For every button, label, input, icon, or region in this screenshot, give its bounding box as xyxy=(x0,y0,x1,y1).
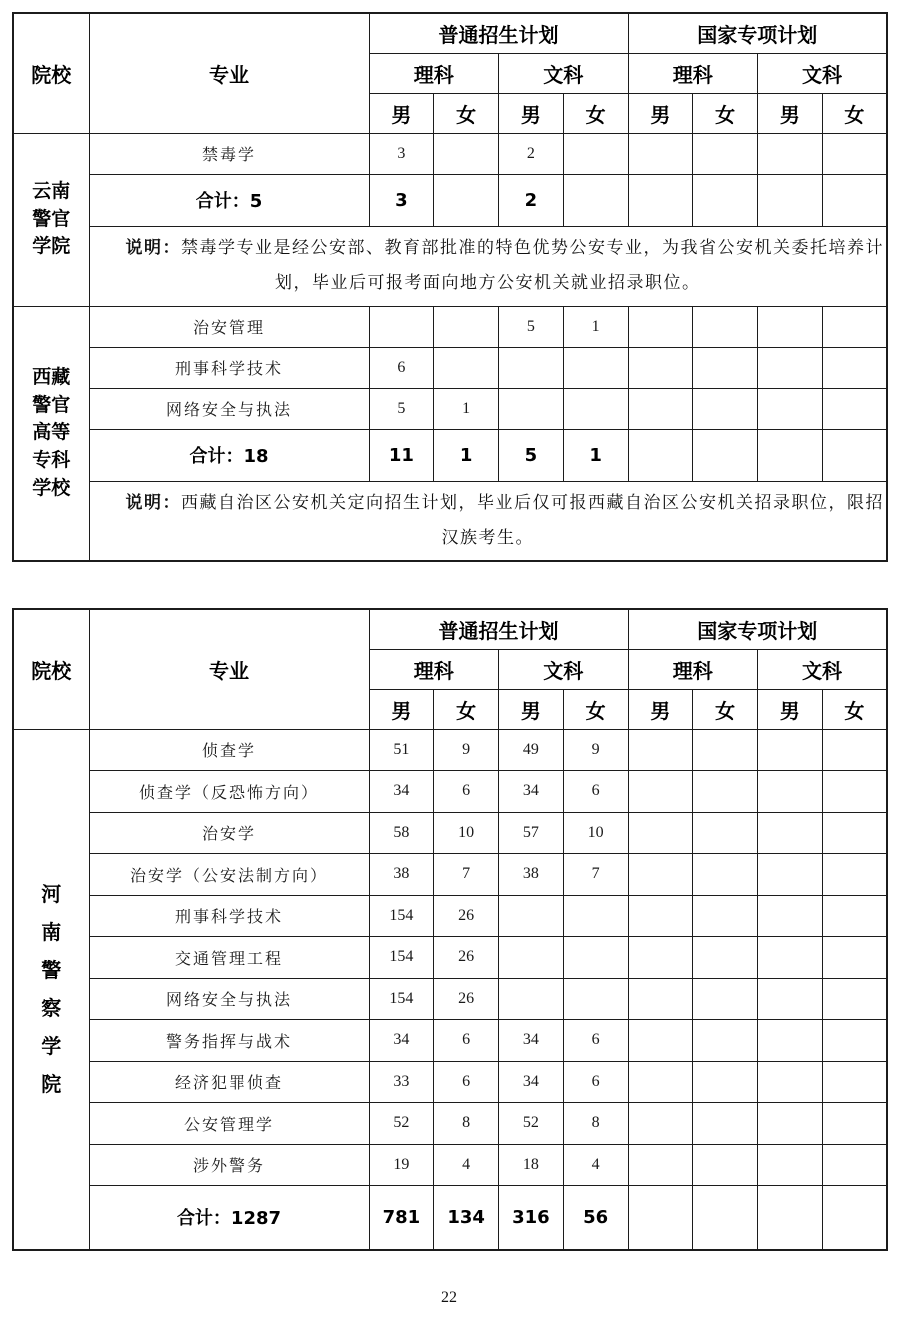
value-cell: 6 xyxy=(434,1061,499,1103)
value-cell xyxy=(628,1061,693,1103)
total-value-cell xyxy=(758,174,823,226)
value-cell xyxy=(822,1020,887,1062)
value-cell: 6 xyxy=(563,1020,628,1062)
value-cell xyxy=(758,388,823,429)
value-cell xyxy=(758,1103,823,1145)
page-number: 22 xyxy=(441,1289,457,1306)
major-cell: 侦查学 xyxy=(89,729,369,771)
value-cell: 26 xyxy=(434,978,499,1020)
college-name-line: 院 xyxy=(41,1072,62,1096)
value-cell: 38 xyxy=(369,854,434,896)
major-cell: 刑事科学技术 xyxy=(89,347,369,388)
value-cell: 8 xyxy=(434,1103,499,1145)
value-cell: 34 xyxy=(499,1020,564,1062)
value-cell xyxy=(628,854,693,896)
value-cell xyxy=(693,937,758,979)
college-name-cell xyxy=(13,306,89,561)
college-column-header: 院校 xyxy=(13,609,89,729)
total-value-cell xyxy=(563,174,628,226)
college-name-line: 学校 xyxy=(32,476,71,499)
science-header: 理科 xyxy=(369,649,499,689)
total-value-cell xyxy=(628,1186,693,1250)
total-value-cell: 2 xyxy=(499,174,564,226)
female-header: 女 xyxy=(434,689,499,729)
science-header: 理科 xyxy=(628,53,758,93)
value-cell xyxy=(628,729,693,771)
total-value-cell xyxy=(693,1186,758,1250)
total-value-cell: 11 xyxy=(369,429,434,481)
value-cell xyxy=(758,306,823,347)
value-cell xyxy=(822,812,887,854)
value-cell: 6 xyxy=(434,771,499,813)
value-cell xyxy=(758,729,823,771)
value-cell xyxy=(822,1061,887,1103)
value-cell: 10 xyxy=(563,812,628,854)
value-cell xyxy=(628,812,693,854)
value-cell: 34 xyxy=(369,1020,434,1062)
total-value-cell: 1 xyxy=(434,429,499,481)
value-cell: 6 xyxy=(434,1020,499,1062)
value-cell xyxy=(693,729,758,771)
value-cell xyxy=(628,978,693,1020)
female-header: 女 xyxy=(822,93,887,133)
value-cell xyxy=(628,1103,693,1145)
male-header: 男 xyxy=(369,689,434,729)
value-cell: 1 xyxy=(434,388,499,429)
value-cell xyxy=(628,133,693,174)
college-name-line: 学 xyxy=(41,1034,62,1058)
value-cell xyxy=(758,854,823,896)
college-name-line: 高等 xyxy=(32,421,71,444)
value-cell: 5 xyxy=(369,388,434,429)
value-cell xyxy=(693,771,758,813)
value-cell xyxy=(758,1144,823,1186)
college-name-line: 察 xyxy=(41,996,62,1020)
female-header: 女 xyxy=(434,93,499,133)
value-cell xyxy=(628,937,693,979)
major-cell: 治安学（公安法制方向） xyxy=(89,854,369,896)
value-cell: 6 xyxy=(369,347,434,388)
major-cell: 经济犯罪侦查 xyxy=(89,1061,369,1103)
note-body-text: 西藏自治区公安机关定向招生计划，毕业后仅可报西藏自治区公安机关招录职位，限招汉族考生。 xyxy=(181,492,884,547)
value-cell: 18 xyxy=(499,1144,564,1186)
major-cell: 涉外警务 xyxy=(89,1144,369,1186)
value-cell xyxy=(693,306,758,347)
male-header: 男 xyxy=(369,93,434,133)
value-cell xyxy=(822,306,887,347)
value-cell xyxy=(822,937,887,979)
admission-table-2-container xyxy=(12,608,888,1251)
major-cell: 网络安全与执法 xyxy=(89,388,369,429)
value-cell xyxy=(628,1144,693,1186)
value-cell: 4 xyxy=(434,1144,499,1186)
value-cell: 154 xyxy=(369,978,434,1020)
value-cell xyxy=(822,895,887,937)
note-cell xyxy=(89,226,887,306)
value-cell xyxy=(499,388,564,429)
total-label-cell: 合计：18 xyxy=(89,429,369,481)
total-value-cell xyxy=(758,1186,823,1250)
total-value-cell: 1 xyxy=(563,429,628,481)
value-cell: 52 xyxy=(499,1103,564,1145)
total-value-cell: 5 xyxy=(499,429,564,481)
value-cell: 2 xyxy=(499,133,564,174)
major-cell: 警务指挥与战术 xyxy=(89,1020,369,1062)
major-column-header: 专业 xyxy=(89,13,369,133)
value-cell xyxy=(563,937,628,979)
value-cell xyxy=(758,895,823,937)
value-cell xyxy=(693,1020,758,1062)
note-cell xyxy=(89,481,887,561)
major-cell: 刑事科学技术 xyxy=(89,895,369,937)
science-header: 理科 xyxy=(369,53,499,93)
value-cell: 34 xyxy=(369,771,434,813)
major-column-header: 专业 xyxy=(89,609,369,729)
plan-general-header: 普通招生计划 xyxy=(369,609,628,649)
male-header: 男 xyxy=(628,93,693,133)
female-header: 女 xyxy=(563,689,628,729)
total-value-cell xyxy=(434,174,499,226)
note-body-text: 禁毒学专业是经公安部、教育部批准的特色优势公安专业，为我省公安机关委托培养计划，毕业后可报考面向地方公安机关就业招录职位。 xyxy=(181,238,884,292)
college-name-cell xyxy=(13,729,89,1250)
value-cell: 10 xyxy=(434,812,499,854)
admission-table-1-container xyxy=(12,12,888,562)
total-value-cell xyxy=(822,1186,887,1250)
total-value-cell xyxy=(758,429,823,481)
college-name-line: 河 xyxy=(41,882,62,906)
total-value-cell: 56 xyxy=(563,1186,628,1250)
male-header: 男 xyxy=(628,689,693,729)
value-cell: 57 xyxy=(499,812,564,854)
value-cell xyxy=(758,937,823,979)
college-name-line: 西藏 xyxy=(32,366,71,389)
value-cell xyxy=(628,306,693,347)
value-cell xyxy=(822,1103,887,1145)
value-cell: 8 xyxy=(563,1103,628,1145)
total-value-cell xyxy=(822,174,887,226)
value-cell: 51 xyxy=(369,729,434,771)
female-header: 女 xyxy=(693,689,758,729)
major-cell: 交通管理工程 xyxy=(89,937,369,979)
value-cell xyxy=(822,771,887,813)
total-value-cell: 781 xyxy=(369,1186,434,1250)
liberal-arts-header: 文科 xyxy=(499,649,629,689)
total-value-cell xyxy=(693,174,758,226)
value-cell xyxy=(822,978,887,1020)
value-cell xyxy=(628,388,693,429)
female-header: 女 xyxy=(693,93,758,133)
value-cell: 34 xyxy=(499,1061,564,1103)
value-cell: 9 xyxy=(434,729,499,771)
value-cell: 154 xyxy=(369,937,434,979)
plan-special-header: 国家专项计划 xyxy=(628,13,887,53)
value-cell: 6 xyxy=(563,771,628,813)
college-name-line: 云南 xyxy=(32,180,71,203)
value-cell: 33 xyxy=(369,1061,434,1103)
value-cell xyxy=(693,1061,758,1103)
college-name-line: 警官 xyxy=(32,393,71,416)
value-cell xyxy=(499,978,564,1020)
liberal-arts-header: 文科 xyxy=(758,53,888,93)
total-value-cell: 3 xyxy=(369,174,434,226)
major-cell: 侦查学（反恐怖方向） xyxy=(89,771,369,813)
value-cell xyxy=(563,895,628,937)
value-cell xyxy=(822,388,887,429)
value-cell: 9 xyxy=(563,729,628,771)
value-cell xyxy=(628,347,693,388)
major-cell: 治安学 xyxy=(89,812,369,854)
major-cell: 禁毒学 xyxy=(89,133,369,174)
value-cell: 19 xyxy=(369,1144,434,1186)
admission-plan-table-1 xyxy=(12,12,888,562)
value-cell xyxy=(693,812,758,854)
total-value-cell xyxy=(693,429,758,481)
college-name-line: 警官 xyxy=(32,207,71,230)
value-cell: 52 xyxy=(369,1103,434,1145)
value-cell xyxy=(563,388,628,429)
note-paragraph xyxy=(90,231,887,301)
college-name-line: 学院 xyxy=(32,235,71,258)
value-cell: 26 xyxy=(434,895,499,937)
major-cell: 网络安全与执法 xyxy=(89,978,369,1020)
college-column-header: 院校 xyxy=(13,13,89,133)
total-value-cell xyxy=(822,429,887,481)
value-cell xyxy=(758,1061,823,1103)
value-cell xyxy=(563,347,628,388)
value-cell xyxy=(758,1020,823,1062)
male-header: 男 xyxy=(758,689,823,729)
value-cell xyxy=(434,133,499,174)
science-header: 理科 xyxy=(628,649,758,689)
value-cell: 5 xyxy=(499,306,564,347)
value-cell: 34 xyxy=(499,771,564,813)
value-cell xyxy=(693,978,758,1020)
value-cell xyxy=(693,895,758,937)
admission-plan-table-2 xyxy=(12,608,888,1251)
value-cell xyxy=(758,812,823,854)
value-cell xyxy=(822,133,887,174)
value-cell: 58 xyxy=(369,812,434,854)
college-name-cell xyxy=(13,133,89,306)
value-cell xyxy=(563,978,628,1020)
value-cell: 26 xyxy=(434,937,499,979)
female-header: 女 xyxy=(822,689,887,729)
value-cell xyxy=(758,133,823,174)
value-cell xyxy=(434,306,499,347)
male-header: 男 xyxy=(499,93,564,133)
value-cell xyxy=(369,306,434,347)
total-value-cell: 134 xyxy=(434,1186,499,1250)
value-cell xyxy=(628,895,693,937)
college-name-line: 专科 xyxy=(32,449,71,472)
value-cell xyxy=(822,854,887,896)
value-cell xyxy=(693,1144,758,1186)
total-value-cell xyxy=(628,429,693,481)
value-cell xyxy=(758,978,823,1020)
value-cell xyxy=(693,1103,758,1145)
value-cell: 4 xyxy=(563,1144,628,1186)
value-cell xyxy=(499,895,564,937)
value-cell: 6 xyxy=(563,1061,628,1103)
value-cell xyxy=(434,347,499,388)
value-cell xyxy=(499,347,564,388)
total-value-cell xyxy=(628,174,693,226)
college-name-line: 警 xyxy=(41,958,62,982)
value-cell: 3 xyxy=(369,133,434,174)
college-name-line: 南 xyxy=(41,920,62,944)
value-cell: 38 xyxy=(499,854,564,896)
value-cell: 154 xyxy=(369,895,434,937)
value-cell xyxy=(822,347,887,388)
major-cell: 治安管理 xyxy=(89,306,369,347)
value-cell: 1 xyxy=(563,306,628,347)
note-label: 说明： xyxy=(125,238,181,259)
value-cell xyxy=(693,133,758,174)
value-cell xyxy=(499,937,564,979)
note-paragraph xyxy=(90,486,887,556)
male-header: 男 xyxy=(499,689,564,729)
value-cell xyxy=(758,771,823,813)
value-cell xyxy=(628,1020,693,1062)
female-header: 女 xyxy=(563,93,628,133)
liberal-arts-header: 文科 xyxy=(499,53,629,93)
plan-general-header: 普通招生计划 xyxy=(369,13,628,53)
major-cell: 公安管理学 xyxy=(89,1103,369,1145)
total-value-cell: 316 xyxy=(499,1186,564,1250)
total-label-cell: 合计：5 xyxy=(89,174,369,226)
value-cell xyxy=(628,771,693,813)
value-cell xyxy=(758,347,823,388)
value-cell: 7 xyxy=(563,854,628,896)
value-cell xyxy=(822,1144,887,1186)
value-cell xyxy=(693,347,758,388)
value-cell xyxy=(563,133,628,174)
value-cell xyxy=(822,729,887,771)
value-cell xyxy=(693,388,758,429)
plan-special-header: 国家专项计划 xyxy=(628,609,887,649)
total-label-cell: 合计：1287 xyxy=(89,1186,369,1250)
value-cell: 7 xyxy=(434,854,499,896)
note-label: 说明： xyxy=(125,492,181,513)
value-cell: 49 xyxy=(499,729,564,771)
male-header: 男 xyxy=(758,93,823,133)
value-cell xyxy=(693,854,758,896)
liberal-arts-header: 文科 xyxy=(758,649,888,689)
